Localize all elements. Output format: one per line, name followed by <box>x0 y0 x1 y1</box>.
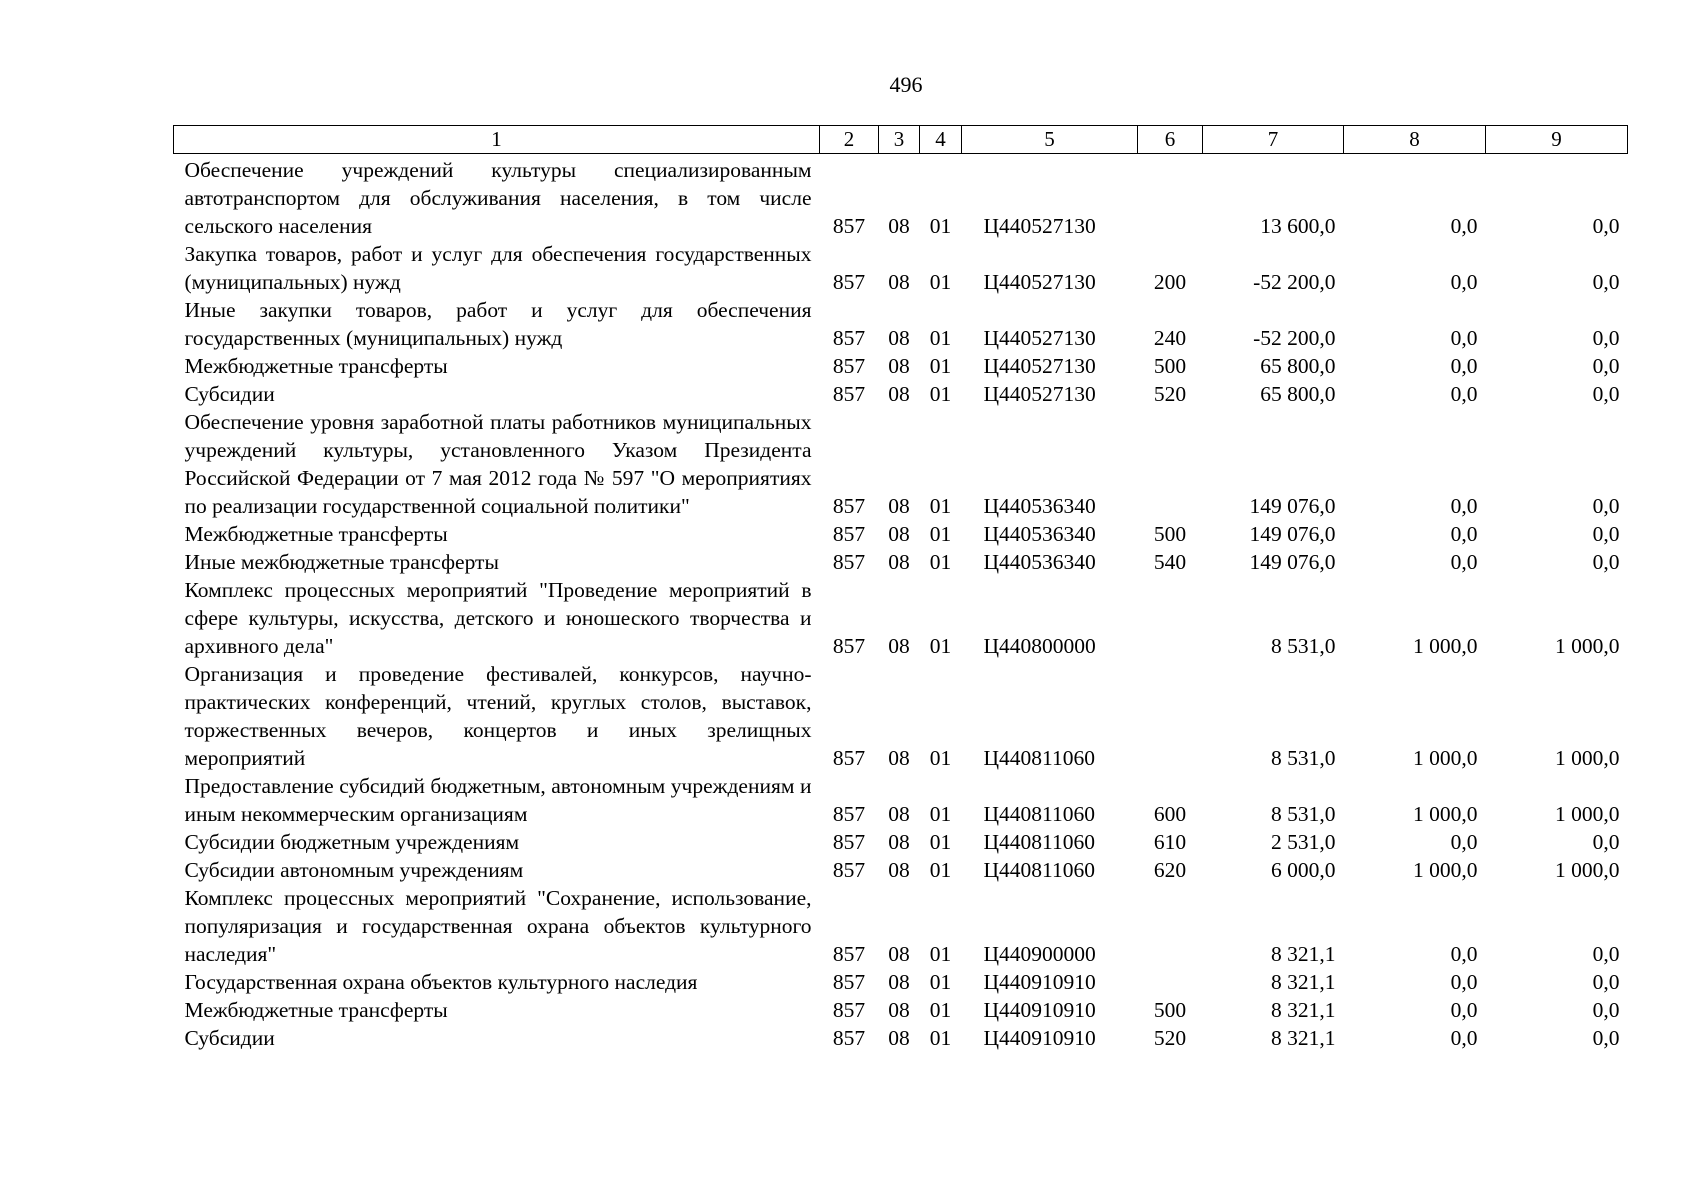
row-name: Закупка товаров, работ и услуг для обеспечения государственных (муниципальных) нужд <box>184 242 812 294</box>
row-expense-type: 620 <box>1153 858 1187 882</box>
row-ministry-code: 857 <box>832 634 866 658</box>
row-section-code: 08 <box>888 494 910 518</box>
row-amount-1: 13 600,0 <box>1260 214 1336 238</box>
row-expense-type <box>1138 968 1203 996</box>
row-subsection-code: 01 <box>929 942 952 966</box>
row-amount-2: 1 000,0 <box>1413 634 1478 658</box>
table-row <box>174 240 1628 296</box>
row-ministry-code: 857 <box>832 326 866 350</box>
row-amount-2: 1 000,0 <box>1413 858 1478 882</box>
row-amount-1: 8 321,1 <box>1271 998 1336 1022</box>
row-ministry-code: 857 <box>832 802 866 826</box>
row-target-code: Ц440811060 <box>983 802 1095 826</box>
row-amount-1: 149 076,0 <box>1249 550 1336 574</box>
row-expense-type: 500 <box>1153 998 1187 1022</box>
row-target-code: Ц440900000 <box>983 942 1096 966</box>
row-expense-type <box>1138 408 1203 520</box>
row-amount-2: 0,0 <box>1450 942 1478 966</box>
row-ministry-code: 857 <box>832 858 866 882</box>
table-row <box>174 548 1628 576</box>
row-amount-2: 0,0 <box>1450 214 1478 238</box>
row-name: Иные закупки товаров, работ и услуг для обеспечения государственных (муниципальных) нужд <box>184 298 812 350</box>
row-ministry-code: 857 <box>832 270 866 294</box>
column-header-9: 9 <box>1486 126 1628 154</box>
row-amount-1: 8 531,0 <box>1271 634 1336 658</box>
row-subsection-code: 01 <box>929 522 952 546</box>
row-target-code: Ц440811060 <box>983 858 1095 882</box>
column-header-7: 7 <box>1203 126 1344 154</box>
row-ministry-code: 857 <box>832 522 866 546</box>
row-amount-2: 0,0 <box>1450 326 1478 350</box>
row-amount-2: 0,0 <box>1450 550 1478 574</box>
row-name: Субсидии автономным учреждениям <box>184 858 524 882</box>
row-amount-2: 0,0 <box>1450 354 1478 378</box>
row-section-code: 08 <box>888 326 910 350</box>
row-amount-3: 1 000,0 <box>1555 634 1620 658</box>
row-amount-2: 0,0 <box>1450 998 1478 1022</box>
row-amount-2: 0,0 <box>1450 970 1478 994</box>
row-target-code: Ц440811060 <box>983 746 1095 770</box>
row-amount-3: 0,0 <box>1592 522 1620 546</box>
row-name: Предоставление субсидий бюджетным, автономным учреждениям и иным некоммерческим организациям <box>184 774 812 826</box>
row-amount-2: 0,0 <box>1450 382 1478 406</box>
row-name: Организация и проведение фестивалей, конкурсов, научно-практических конференций, чтений, круглых столов, выставок, торжественных вечеров, концертов и иных зрелищных мероприятий <box>184 662 812 770</box>
table-row <box>174 772 1628 828</box>
column-header-4: 4 <box>920 126 962 154</box>
row-section-code: 08 <box>888 270 910 294</box>
row-ministry-code: 857 <box>832 942 866 966</box>
row-name: Обеспечение уровня заработной платы работников муниципальных учреждений культуры, установленного Указом Президента Российской Федерации от 7 мая 2012 года № 597 "О мероприятиях по реализации государственной социальной политики" <box>184 410 812 518</box>
row-name: Межбюджетные трансферты <box>184 522 448 546</box>
row-target-code: Ц440527130 <box>983 270 1096 294</box>
row-amount-1: 8 321,1 <box>1271 1026 1336 1050</box>
row-ministry-code: 857 <box>832 214 866 238</box>
row-target-code: Ц440536340 <box>983 522 1096 546</box>
column-header-3: 3 <box>879 126 920 154</box>
table-header <box>174 126 1628 154</box>
row-target-code: Ц440910910 <box>983 970 1096 994</box>
row-amount-1: 8 321,1 <box>1271 942 1336 966</box>
row-name: Межбюджетные трансферты <box>184 998 448 1022</box>
table-row <box>174 996 1628 1024</box>
budget-table <box>173 125 1628 1052</box>
row-section-code: 08 <box>888 522 910 546</box>
row-ministry-code: 857 <box>832 998 866 1022</box>
row-subsection-code: 01 <box>929 858 952 882</box>
row-expense-type: 500 <box>1153 354 1187 378</box>
column-header-5: 5 <box>962 126 1138 154</box>
row-expense-type: 200 <box>1153 270 1187 294</box>
row-amount-3: 1 000,0 <box>1555 802 1620 826</box>
row-expense-type <box>1138 154 1203 241</box>
row-expense-type: 520 <box>1153 1026 1187 1050</box>
row-section-code: 08 <box>888 970 910 994</box>
row-amount-3: 0,0 <box>1592 830 1620 854</box>
row-amount-1: 2 531,0 <box>1271 830 1336 854</box>
row-subsection-code: 01 <box>929 830 952 854</box>
row-amount-3: 0,0 <box>1592 270 1620 294</box>
row-expense-type <box>1138 660 1203 772</box>
row-ministry-code: 857 <box>832 1026 866 1050</box>
table-body <box>174 154 1628 1053</box>
row-subsection-code: 01 <box>929 494 952 518</box>
row-amount-2: 1 000,0 <box>1413 746 1478 770</box>
page-number: 496 <box>889 72 923 97</box>
row-ministry-code: 857 <box>832 494 866 518</box>
row-name: Субсидии <box>184 1026 275 1050</box>
row-amount-1: 6 000,0 <box>1271 858 1336 882</box>
row-section-code: 08 <box>888 214 910 238</box>
row-target-code: Ц440910910 <box>983 1026 1096 1050</box>
row-amount-3: 1 000,0 <box>1555 746 1620 770</box>
row-expense-type <box>1138 576 1203 660</box>
row-section-code: 08 <box>888 634 910 658</box>
row-amount-3: 0,0 <box>1592 382 1620 406</box>
row-name: Комплекс процессных мероприятий "Проведение мероприятий в сфере культуры, искусства, детского и юношеского творчества и архивного дела" <box>184 578 812 658</box>
row-subsection-code: 01 <box>929 998 952 1022</box>
row-subsection-code: 01 <box>929 270 952 294</box>
table-row <box>174 968 1628 996</box>
row-target-code: Ц440536340 <box>983 494 1096 518</box>
header-row <box>174 126 1628 154</box>
row-amount-2: 0,0 <box>1450 522 1478 546</box>
row-name: Межбюджетные трансферты <box>184 354 448 378</box>
row-amount-3: 0,0 <box>1592 1026 1620 1050</box>
table-row <box>174 884 1628 968</box>
row-expense-type: 520 <box>1153 382 1187 406</box>
row-amount-1: 8 531,0 <box>1271 802 1336 826</box>
row-expense-type: 540 <box>1153 550 1187 574</box>
row-amount-3: 1 000,0 <box>1555 858 1620 882</box>
table-row <box>174 154 1628 241</box>
table-row <box>174 828 1628 856</box>
row-target-code: Ц440811060 <box>983 830 1095 854</box>
row-amount-3: 0,0 <box>1592 550 1620 574</box>
row-amount-2: 1 000,0 <box>1413 802 1478 826</box>
row-subsection-code: 01 <box>929 354 952 378</box>
row-section-code: 08 <box>888 998 910 1022</box>
row-subsection-code: 01 <box>929 634 952 658</box>
row-section-code: 08 <box>888 802 910 826</box>
row-amount-3: 0,0 <box>1592 942 1620 966</box>
table-row <box>174 856 1628 884</box>
row-section-code: 08 <box>888 830 910 854</box>
row-subsection-code: 01 <box>929 326 952 350</box>
row-expense-type: 240 <box>1153 326 1187 350</box>
row-target-code: Ц440536340 <box>983 550 1096 574</box>
row-name: Субсидии <box>184 382 275 406</box>
row-section-code: 08 <box>888 1026 910 1050</box>
row-name: Обеспечение учреждений культуры специализированным автотранспортом для обслуживания населения, в том числе сельского населения <box>184 158 812 238</box>
row-expense-type: 600 <box>1153 802 1187 826</box>
row-amount-3: 0,0 <box>1592 354 1620 378</box>
row-ministry-code: 857 <box>832 550 866 574</box>
row-target-code: Ц440527130 <box>983 354 1096 378</box>
row-amount-2: 0,0 <box>1450 830 1478 854</box>
row-amount-2: 0,0 <box>1450 1026 1478 1050</box>
column-header-1: 1 <box>174 126 820 154</box>
row-amount-3: 0,0 <box>1592 970 1620 994</box>
table-row <box>174 296 1628 352</box>
row-subsection-code: 01 <box>929 1026 952 1050</box>
row-target-code: Ц440800000 <box>983 634 1096 658</box>
row-ministry-code: 857 <box>832 354 866 378</box>
row-amount-1: 149 076,0 <box>1249 494 1336 518</box>
column-header-8: 8 <box>1344 126 1486 154</box>
row-name: Комплекс процессных мероприятий "Сохранение, использование, популяризация и государственная охрана объектов культурного наследия" <box>184 886 812 966</box>
row-target-code: Ц440527130 <box>983 382 1096 406</box>
row-section-code: 08 <box>888 550 910 574</box>
row-subsection-code: 01 <box>929 746 952 770</box>
table-row <box>174 1024 1628 1052</box>
row-amount-3: 0,0 <box>1592 214 1620 238</box>
row-section-code: 08 <box>888 858 910 882</box>
row-amount-1: 149 076,0 <box>1249 522 1336 546</box>
row-amount-1: 65 800,0 <box>1260 382 1336 406</box>
row-subsection-code: 01 <box>929 214 952 238</box>
row-target-code: Ц440527130 <box>983 214 1096 238</box>
row-expense-type <box>1138 884 1203 968</box>
column-header-6: 6 <box>1138 126 1203 154</box>
row-section-code: 08 <box>888 382 910 406</box>
row-amount-1: -52 200,0 <box>1253 326 1336 350</box>
row-amount-1: 8 321,1 <box>1271 970 1336 994</box>
row-target-code: Ц440910910 <box>983 998 1096 1022</box>
row-ministry-code: 857 <box>832 746 866 770</box>
row-name: Государственная охрана объектов культурного наследия <box>184 970 698 994</box>
row-amount-2: 0,0 <box>1450 494 1478 518</box>
row-amount-3: 0,0 <box>1592 326 1620 350</box>
row-name: Иные межбюджетные трансферты <box>184 550 499 574</box>
table-row <box>174 408 1628 520</box>
row-subsection-code: 01 <box>929 382 952 406</box>
row-expense-type: 610 <box>1153 830 1187 854</box>
row-section-code: 08 <box>888 746 910 770</box>
row-subsection-code: 01 <box>929 802 952 826</box>
row-section-code: 08 <box>888 942 910 966</box>
row-ministry-code: 857 <box>832 830 866 854</box>
row-ministry-code: 857 <box>832 970 866 994</box>
row-amount-1: -52 200,0 <box>1253 270 1336 294</box>
row-expense-type: 500 <box>1153 522 1187 546</box>
table-row <box>174 520 1628 548</box>
row-name: Субсидии бюджетным учреждениям <box>184 830 520 854</box>
row-amount-3: 0,0 <box>1592 998 1620 1022</box>
row-target-code: Ц440527130 <box>983 326 1096 350</box>
column-header-2: 2 <box>820 126 879 154</box>
table-row <box>174 576 1628 660</box>
row-ministry-code: 857 <box>832 382 866 406</box>
table-row <box>174 380 1628 408</box>
row-amount-3: 0,0 <box>1592 494 1620 518</box>
row-amount-1: 8 531,0 <box>1271 746 1336 770</box>
row-amount-2: 0,0 <box>1450 270 1478 294</box>
row-subsection-code: 01 <box>929 970 952 994</box>
row-subsection-code: 01 <box>929 550 952 574</box>
row-section-code: 08 <box>888 354 910 378</box>
row-amount-1: 65 800,0 <box>1260 354 1336 378</box>
table-row <box>174 352 1628 380</box>
table-row <box>174 660 1628 772</box>
